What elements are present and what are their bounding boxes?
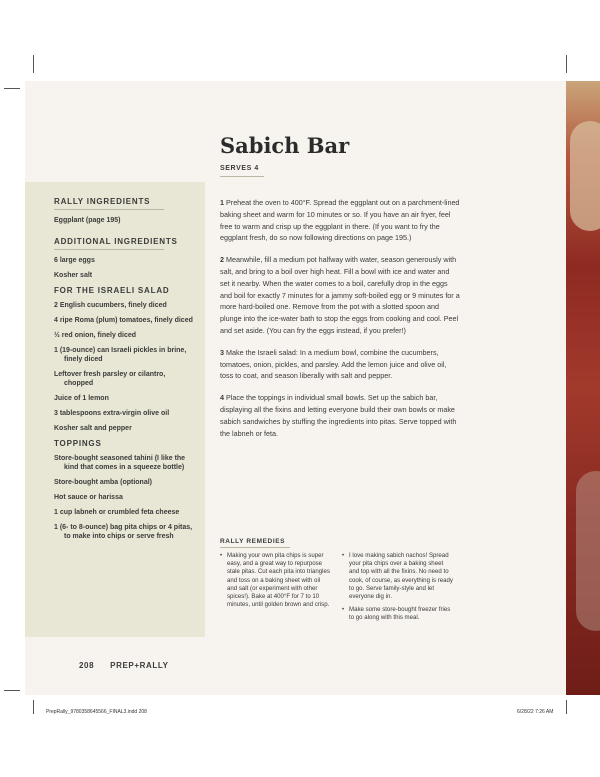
- ingredient-item: Eggplant (page 195): [54, 217, 121, 224]
- recipe-steps: [220, 197, 460, 449]
- rally-items: [54, 216, 194, 225]
- serves-label: SERVES 4: [220, 165, 259, 172]
- recipe-step: [220, 197, 460, 244]
- bullet-icon: •: [220, 552, 223, 559]
- israeli-salad-heading: FOR THE ISRAELI SALAD: [54, 286, 170, 295]
- remedies-column-1: [220, 552, 332, 614]
- step-number: 4: [220, 393, 224, 403]
- ingredient-item: 6 large eggs: [54, 257, 95, 264]
- serves-rule: [220, 176, 264, 177]
- crop-mark: [33, 700, 34, 714]
- ingredient-item: Store-bought seasoned tahini (I like the kind that comes in a squeeze bottle): [54, 455, 186, 471]
- heading-rule: [54, 209, 164, 210]
- heading-rule: [54, 249, 164, 250]
- toppings-items: [54, 454, 194, 541]
- remedy-text: Make some store-bought freezer fries to go along with this meal.: [349, 606, 451, 622]
- step-text: Meanwhile, fill a medium pot halfway with water, season generously with salt, and bring to a boil over high heat. Fill a bowl with ice and water and set it nearby. When the water comes to a boil, carefully drop in the eggs and boil for exactly 7 minutes for a jammy soft-boiled egg or 9 minutes for a more hard-boiled one. Remove from the pot with a slotted spoon and plunge into the ice-water bath to stop the eggs from cooking and cool. Peel and set aside. (You can fry the eggs instead, if you prefer!): [220, 255, 460, 335]
- ingredients-list: [54, 197, 194, 547]
- crop-mark: [566, 700, 567, 714]
- remedies-column-2: [342, 552, 454, 628]
- print-slug-file: PrepRally_9780358645566_FINAL3.indd 208: [46, 709, 147, 715]
- ingredient-item: Leftover fresh parsley or cilantro, chopped: [54, 371, 166, 387]
- photo-plate: [570, 121, 600, 231]
- recipe-step: [220, 347, 460, 382]
- ingredient-item: Kosher salt and pepper: [54, 425, 132, 432]
- book-title: PREP+RALLY: [110, 661, 169, 670]
- food-photo: [566, 81, 600, 695]
- ingredient-item: 1 (6- to 8-ounce) bag pita chips or 4 pitas, to make into chips or serve fresh: [54, 524, 193, 540]
- bullet-icon: •: [342, 552, 345, 559]
- photo-bowl: [576, 471, 600, 631]
- crop-mark: [33, 55, 34, 73]
- print-slug-date: 6/28/22 7:26 AM: [517, 709, 554, 715]
- remedy-item: [342, 606, 454, 622]
- bullet-icon: •: [342, 606, 345, 614]
- ingredient-item: 1 cup labneh or crumbled feta cheese: [54, 509, 180, 516]
- ingredient-item: 4 ripe Roma (plum) tomatoes, finely diced: [54, 317, 193, 324]
- recipe-step: [220, 254, 460, 337]
- recipe-title: Sabich Bar: [220, 133, 350, 158]
- step-text: Place the toppings in individual small bowls. Set up the sabich bar, displaying all the fixins and letting everyone build their own bowls or make sabich sandwiches by stuffing the ingredients into pitas. Serve topped with the labneh or feta.: [220, 393, 457, 438]
- step-text: Make the Israeli salad: In a medium bowl, combine the cucumbers, tomatoes, onion, pickles, and parsley. Add the lemon juice and olive oil, toss to coat, and season liberally with salt and pepper.: [220, 347, 447, 381]
- remedies-rule: [220, 547, 290, 548]
- ingredient-item: Hot sauce or harissa: [54, 494, 123, 501]
- crop-mark: [4, 690, 20, 691]
- ingredient-item: 3 tablespoons extra-virgin olive oil: [54, 410, 170, 417]
- remedy-item: [220, 552, 332, 609]
- page-number: 208: [79, 661, 95, 670]
- remedy-item: [342, 552, 454, 601]
- ingredient-item: 1 (19-ounce) can Israeli pickles in brine, finely diced: [54, 347, 187, 363]
- ingredient-item: ½ red onion, finely diced: [54, 332, 137, 339]
- step-number: 2: [220, 255, 224, 265]
- ingredient-item: Kosher salt: [54, 272, 93, 279]
- remedy-text: I love making sabich nachos! Spread your pita chips over a baking sheet and top with all the fixins. No need to cook, of course, as everything is ready to go. Serve family-style and let everyone dig in.: [349, 552, 453, 601]
- recipe-step: [220, 392, 460, 439]
- salad-items: [54, 301, 194, 433]
- step-number: 1: [220, 198, 224, 207]
- ingredient-item: Store-bought amba (optional): [54, 479, 152, 486]
- additional-items: [54, 256, 194, 280]
- rally-remedies-heading: RALLY REMEDIES: [220, 538, 286, 545]
- additional-ingredients-heading: ADDITIONAL INGREDIENTS: [54, 237, 178, 246]
- crop-mark: [4, 88, 20, 89]
- step-number: 3: [220, 347, 224, 357]
- remedy-text: Making your own pita chips is super easy, and a great way to repurpose stale pitas. Cut each pita into triangles and toss on a baking sheet with oil and salt (or experiment with other spices!). Bake at 400°F for 7 to 10 minutes, until golden brown and crisp.: [227, 552, 330, 609]
- step-text: Preheat the oven to 400°F. Spread the eggplant out on a parchment-lined baking sheet and warm for 10 minutes or so. If you have an air fryer, feel free to warm and crisp up the eggplant in there. (If you want to fry the eggplant fresh, do so now following directions on page 195.): [220, 198, 460, 243]
- page-folio: [79, 661, 185, 670]
- crop-mark: [566, 55, 567, 73]
- ingredient-item: Juice of 1 lemon: [54, 395, 109, 402]
- ingredient-item: 2 English cucumbers, finely diced: [54, 302, 167, 309]
- rally-ingredients-heading: RALLY INGREDIENTS: [54, 197, 151, 206]
- toppings-heading: TOPPINGS: [54, 439, 102, 448]
